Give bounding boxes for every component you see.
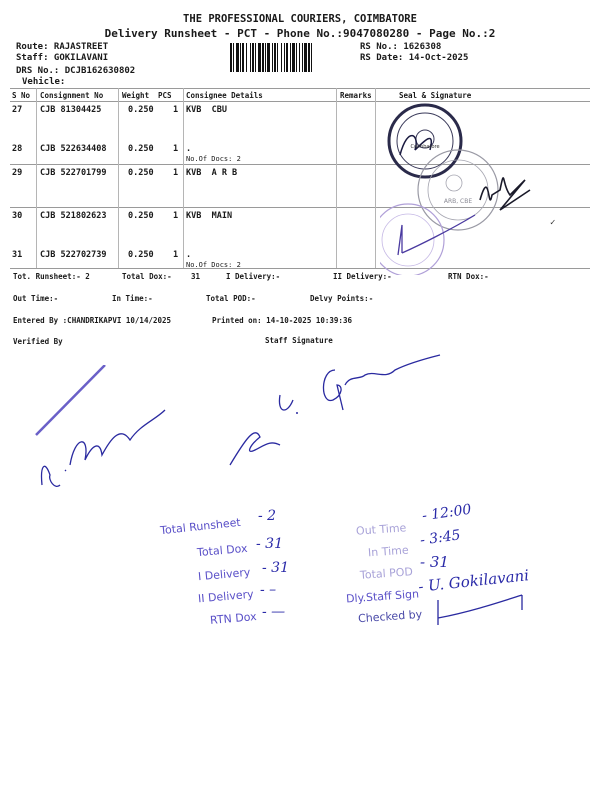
hw-i-delivery-label: I Delivery <box>197 565 251 584</box>
hw-total-runsheet-label: Total Runsheet <box>159 515 242 538</box>
row-consignment: CJB 522702739 <box>40 250 107 260</box>
tick-mark: ✓ <box>550 218 556 228</box>
row-sno: 31 <box>12 250 23 260</box>
checked-by-signature <box>430 590 550 630</box>
hw-dly-staff-sign-value: - U. Gokilavani <box>417 566 530 596</box>
row-docs: No.Of Docs: 2 <box>186 261 241 269</box>
rtn-dox: RTN Dox:- <box>448 272 489 281</box>
col-pcs: PCS <box>158 91 172 100</box>
row-sno: 29 <box>12 168 23 178</box>
row-weight: 0.250 <box>128 211 154 221</box>
row-weight: 0.250 <box>128 250 154 260</box>
hw-dly-staff-sign-label: Dly.Staff Sign <box>345 587 420 606</box>
row-pcs: 1 <box>173 144 179 154</box>
verified-by-label: Verified By <box>13 337 63 346</box>
hw-i-delivery-value: - 31 <box>262 560 289 576</box>
rs-date: RS Date: 14-Oct-2025 <box>360 53 469 63</box>
row-consignment: CJB 522634408 <box>40 144 107 154</box>
hw-out-time-value: - 12:00 <box>421 501 473 525</box>
total-dox-label: Total Dox:- <box>122 272 172 281</box>
row-consignee: KVB A R B <box>186 168 238 178</box>
hw-checked-by-label: Checked by <box>357 607 423 626</box>
row-weight: 0.250 <box>128 105 154 115</box>
col-seal-signature: Seal & Signature <box>399 91 472 100</box>
seal-signatures <box>380 95 580 275</box>
row-sno: 28 <box>12 144 23 154</box>
row-sno: 27 <box>12 105 23 115</box>
row-weight: 0.250 <box>128 168 154 178</box>
row-consignee: . <box>186 250 192 260</box>
barcode <box>230 43 358 72</box>
row-pcs: 1 <box>173 168 179 178</box>
hw-ii-delivery-label: II Delivery <box>197 587 255 606</box>
hw-rtn-dox-value: - — <box>262 604 286 620</box>
row-pcs: 1 <box>173 250 179 260</box>
col-consignee: Consignee Details <box>186 91 263 100</box>
runsheet-subtitle: Delivery Runsheet - PCT - Phone No.:9047080280 - Page No.:2 <box>104 27 496 40</box>
row-sno: 30 <box>12 211 23 221</box>
col-sno: S No <box>12 91 31 100</box>
row-consignment: CJB 522701799 <box>40 168 107 178</box>
kvb-stamp-1 <box>389 105 461 177</box>
col-consignment: Consignment No <box>40 91 104 100</box>
staff-signature <box>225 345 455 475</box>
in-time: In Time:- <box>112 294 153 303</box>
row-consignee: KVB CBU <box>186 105 227 115</box>
col-weight: Weight <box>122 91 150 100</box>
tot-runsheet: Tot. Runsheet:- 2 <box>13 272 90 281</box>
i-delivery: I Delivery:- <box>226 272 281 281</box>
hw-rtn-dox-label: RTN Dox <box>209 609 258 628</box>
hw-total-dox-label: Total Dox <box>196 541 249 560</box>
rs-number: RS No.: 1626308 <box>360 42 442 52</box>
staff-signature-label: Staff Signature <box>265 336 333 345</box>
delvy-points: Delvy Points:- <box>310 294 374 303</box>
route: Route: RAJASTREET <box>16 42 109 52</box>
kvb-stamp-1-inner: Coimbatore <box>410 144 440 150</box>
row-consignment: CJB 81304425 <box>40 105 102 115</box>
row-consignee: KVB MAIN <box>186 211 233 221</box>
company-title: THE PROFESSIONAL COURIERS, COIMBATORE <box>183 13 417 25</box>
row-consignment: CJB 521802623 <box>40 211 107 221</box>
hw-total-runsheet-value: - 2 <box>258 508 277 524</box>
row-pcs: 1 <box>173 105 179 115</box>
verifier-signature <box>30 365 170 495</box>
drs-number: DRS No.: DCJB162630802 <box>16 66 136 76</box>
entered-by: Entered By :CHANDRIKAPVI 10/14/2025 <box>13 316 172 325</box>
staff: Staff: GOKILAVANI <box>16 53 109 63</box>
printed-on: Printed on: 14-10-2025 10:39:36 <box>212 316 352 325</box>
hw-total-pod-value: - 31 <box>420 553 449 571</box>
row-weight: 0.250 <box>128 144 154 154</box>
row-pcs: 1 <box>173 211 179 221</box>
total-dox-value: 31 <box>191 272 201 281</box>
hw-total-dox-value: - 31 <box>256 536 283 552</box>
hw-in-time-value: - 3:45 <box>419 527 462 549</box>
col-remarks: Remarks <box>340 91 372 100</box>
kvb-stamp-2 <box>418 150 498 230</box>
row-consignee: . <box>186 144 192 154</box>
vehicle: Vehicle: <box>22 77 66 87</box>
hw-ii-delivery-value: - – <box>260 582 277 598</box>
hw-in-time-label: In Time <box>367 543 410 560</box>
hw-out-time-label: Out Time <box>355 521 407 538</box>
kvb-stamp-2-inner: ARB, CBE <box>443 198 473 205</box>
ii-delivery: II Delivery:- <box>333 272 392 281</box>
hw-total-pod-label: Total POD <box>359 565 414 582</box>
total-pod: Total POD:- <box>206 294 256 303</box>
out-time: Out Time:- <box>13 294 59 303</box>
purple-stamp <box>380 204 475 275</box>
row-docs: No.Of Docs: 2 <box>186 155 241 163</box>
